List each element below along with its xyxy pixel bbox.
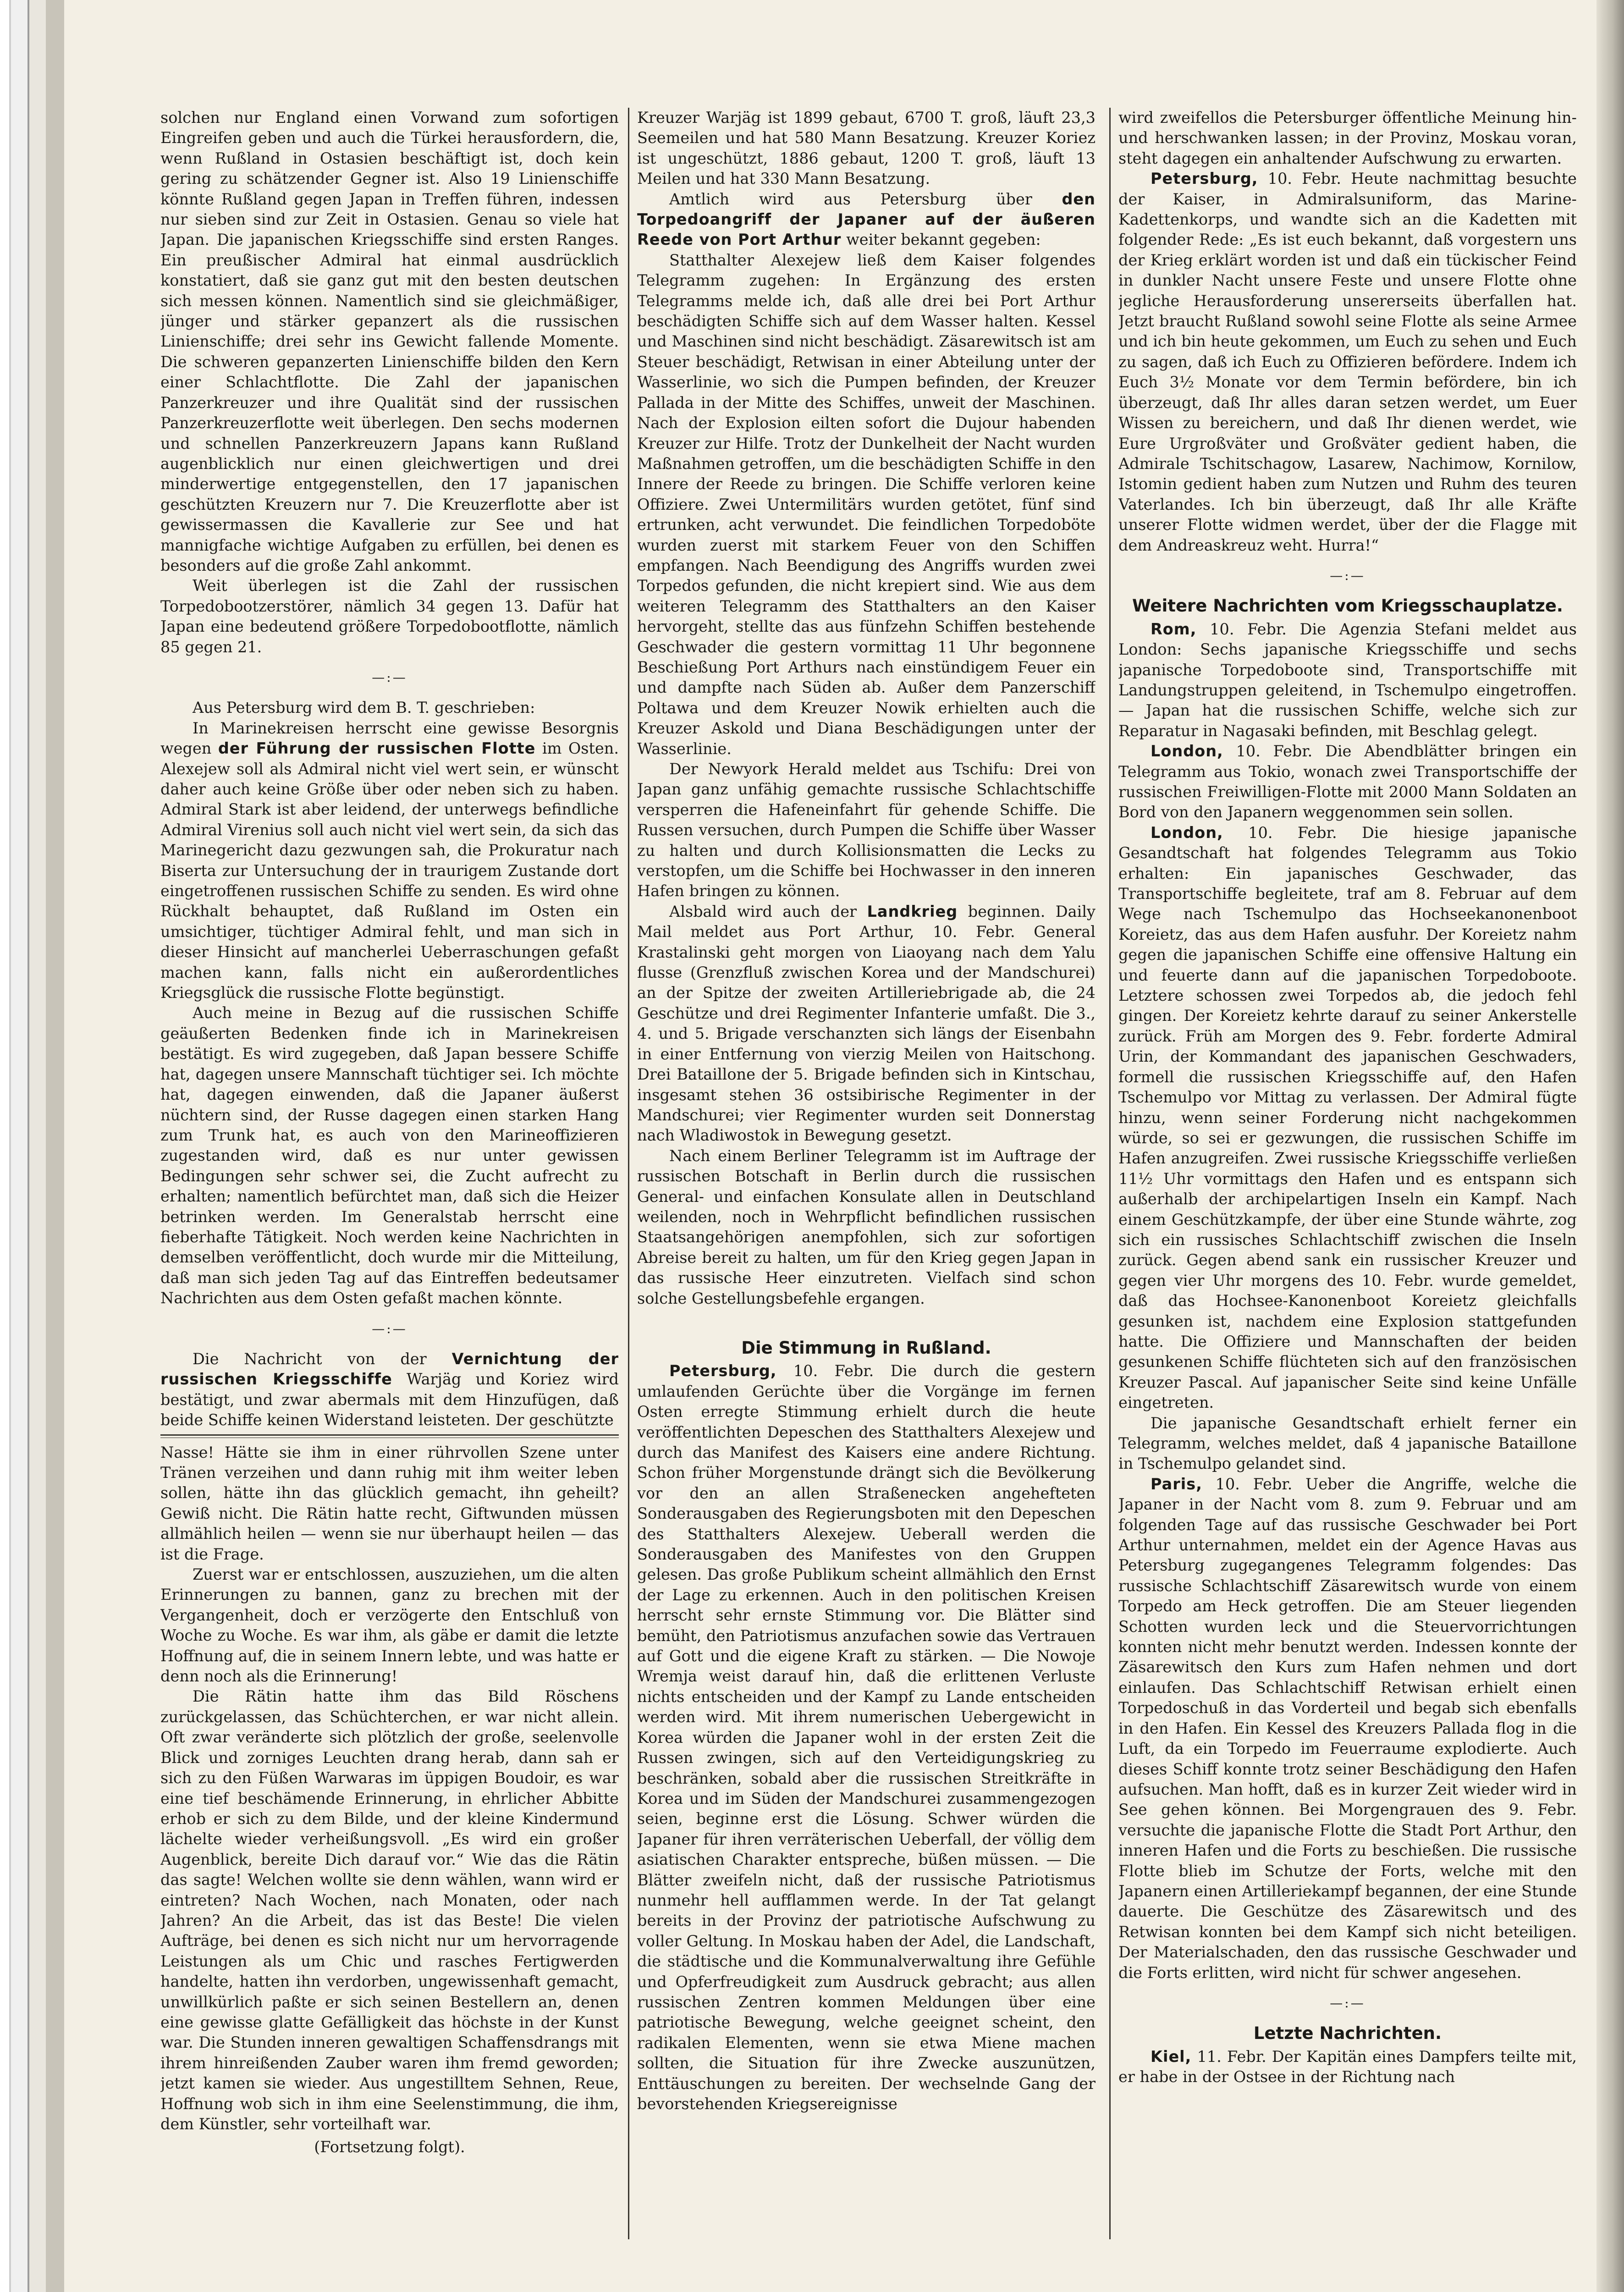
section-divider: —:—: [372, 1321, 407, 1336]
article-paragraph: solchen nur England einen Vorwand zum sofortigen Eingreifen geben und auch die Türkei herausfordern, die, wenn Rußland in Ostasien beschäftigt ist, doch kein gering zu schätzender Gegner ist. Also 19 Linienschiffe könnte Rußland gegen Japan in Treffen führen, indessen nur sieben sind zur Zeit in Ostasien. Genau so viele hat Japan. Die japanischen Kriegsschiffe sind ersten Ranges. Ein preußischer Admiral hat einmal ausdrücklich konstatiert, daß sie ganz gut mit den besten deutschen sich messen können. Namentlich sind sie gleichmäßiger, jünger und stärker gepanzert als die russischen Linienschiffe; drei sehr ins Gewicht fallende Momente. Die schweren gepanzerten Linienschiffe bilden den Kern einer Schlachtflotte. Die Zahl der japanischen Panzerkreuzer und ihre Qualität sind der russischen Panzerkreuzerflotte weit überlegen. Den sechs modernen und schnellen Panzerkreuzern Japans kann Rußland augenblicklich nur einen gleichwertigen und drei minderwertige entgegenstellen, den 17 japanischen geschützten Kreuzern nur 7. Die Kreuzerflotte aber ist gewissermassen die Kavallerie zur See und hat mannigfache wichtige Aufgaben zu erfüllen, bei denen es besonders auf die große Zahl ankommt.: [160, 109, 619, 574]
section-divider: —:—: [1330, 1995, 1365, 2011]
article-paragraph: Aus Petersburg wird dem B. T. geschrieben:: [193, 699, 535, 717]
paragraph-text: 11. Febr. Der Kapitän eines Dampfers teilte mit, er habe in der Ostsee in der Richtung nach: [1118, 2047, 1577, 2086]
column-rule: [628, 108, 629, 2239]
section-heading: Die Stimmung in Rußland.: [741, 1338, 991, 1358]
article-paragraph: Kreuzer Warjäg ist 1899 gebaut, 6700 T. groß, läuft 23,3 Seemeilen und hat 580 Mann Besatzung. Kreuzer Koriez ist ungeschützt, 1886 gebaut, 1200 T. groß, läuft 13 Meilen und hat 330 Mann Besatzung.: [637, 109, 1096, 188]
feuilleton-rule: [160, 1434, 619, 1438]
paragraph-text: 10. Febr. Die durch die gestern umlaufenden Gerüchte über die Vorgänge im fernen Osten erregte Stimmung erhielt durch die heute veröffentlichten Depeschen des Statthalters Alexejew und durch das Manifest des Kaisers eine andere Richtung. Schon früher Morgenstunde drängt sich die Bevölkerung vor den an allen Straßenecken angehefteten Sonderausgaben des Regierungsboten mit den Depeschen des Statthalters Alexejew. Ueberall werden die Sonderausgaben des Manifestes von den Gruppen gelesen. Das große Publikum scheint allmählich den Ernst der Lage zu erkennen. Auch in den politischen Kreisen herrscht sehr ernste Stimmung vor. Die Blätter sind bemüht, den Patriotismus anzufachen sowie das Vertrauen auf Gott und die eigene Kraft zu stärken. — Die Nowoje Wremja weist darauf hin, daß die erlittenen Verluste nichts entscheiden und der Kampf zu Lande entscheiden werden wird. Mit ihrem numerischen Uebergewicht in Korea würden die Japaner wohl in der ersten Zeit die Russen zwingen, sich auf den Verteidigungskrieg zu beschränken, sobald aber die russischen Streitkräfte in Korea und im Süden der Mandschurei zusammengezogen seien, beginne erst die Lösung. Schwer würden die Japaner für ihren verräterischen Ueberfall, der völlig dem asiatischen Charakter entspreche, büßen müssen. — Die Blätter zweifeln nicht, daß der russische Patriotismus nunmehr hell aufflammen werde. In der Tat gelangt bereits in der Provinz der patriotische Aufschwung zu voller Geltung. In Moskau haben der Adel, die Landschaft, die städtische und die Kommunalverwaltung ihre Gefühle und Opferfreudigkeit zum Ausdruck gebracht; aus allen russischen Zentren kommen Meldungen über eine patriotische Bewegung, welche geeignet scheint, den radikalen Elementen, wenn sie etwa Miene machen sollten, die Situation für ihre Zwecke auszunützen, Enttäuschungen zu bereiten. Der wechselnde Gang der bevorstehenden Kriegsereignisse: [637, 1362, 1096, 2113]
dateline: Paris,: [1151, 1475, 1202, 1493]
paragraph-text: 10. Febr. Die Agenzia Stefani meldet aus London: Sechs japanische Kriegsschiffe und sechs japanische Torpedoboote sind, Transportschiffe mit Landungstruppen geleitend, in Tschemulpo eingetroffen. — Japan hat die russischen Schiffe, welche sich zur Reparatur in Nagasaki befinden, mit Beschlag gelegt.: [1118, 620, 1577, 740]
paragraph-text: im Osten. Alexejew soll als Admiral nicht viel wert sein, er wünscht daher auch keine Größe über oder neben sich zu haben. Admiral Stark ist aber leidend, der unterwegs befindliche Admiral Virenius soll auch nicht viel wert sein, da sich das Marinegericht dazu gezwungen sah, die Prokuratur nach Biserta zur Untersuchung der in traurigem Zustande dort eingetroffenen russischen Schiffe zu senden. Es wird ohne Rückhalt behauptet, daß Rußland im Osten ein umsichtiger, tüchtiger Admiral fehlt, und man sich in dieser Hinsicht auf mancherlei Ueberraschungen gefaßt machen kann, falls nicht ein außerordentliches Kriegsglück die russische Flotte begünstigt.: [160, 739, 619, 1002]
feuilleton-paragraph: Zuerst war er entschlossen, auszuziehen, um die alten Erinnerungen zu bannen, ganz zu brechen mit der Vergangenheit, doch er verzögerte den Entschluß von Woche zu Woche. Es war ihm, als gäbe er damit die letzte Hoffnung auf, die in seinem Innern lebte, und was hatte er denn noch als die Erinnerung!: [160, 1565, 619, 1686]
dateline: London,: [1151, 742, 1223, 760]
dateline: Petersburg,: [669, 1362, 777, 1380]
article-paragraph: [1118, 169, 1577, 556]
newspaper-page: [151, 108, 1600, 2281]
inline-heading: Landkrieg: [867, 902, 958, 920]
column-rule: [1109, 108, 1111, 2239]
scan-binding-edge: [0, 0, 64, 2292]
paragraph-text: 10. Febr. Die Abendblätter bringen ein Telegramm aus Tokio, wonach zwei Transportschiffe der russischen Freiwilligen-Flotte mit 2000 Mann Soldaten an Bord von den Japanern weggenommen sein sollen.: [1118, 742, 1577, 821]
article-paragraph: Die japanische Gesandtschaft erhielt ferner ein Telegramm, welches meldet, daß 4 japanische Bataillone in Tschemulpo gelandet sind.: [1118, 1414, 1577, 1473]
dateline: Petersburg,: [1151, 170, 1258, 188]
article-paragraph: [160, 1349, 619, 1431]
article-paragraph: Nach einem Berliner Telegramm ist im Auftrage der russischen Botschaft in Berlin durch die russischen General- und einfachen Konsulate allen in Deutschland weilenden, noch in Wehrpflicht befindlichen russischen Staatsangehörigen anempfohlen, sich zur sofortigen Abreise bereit zu halten, um für den Krieg gegen Japan in das russische Heer einzutreten. Vielfach sind schon solche Gestellungsbefehle ergangen.: [637, 1146, 1096, 1307]
paragraph-text: weiter bekannt gegeben:: [841, 231, 1041, 249]
continuation-note: (Fortsetzung folgt).: [314, 2138, 465, 2156]
paragraph-text: Die Nachricht von der: [193, 1350, 452, 1368]
column-2: [637, 108, 1096, 2262]
article-paragraph: [1118, 2047, 1577, 2088]
article-paragraph: [1118, 741, 1577, 823]
section-divider: —:—: [372, 669, 407, 685]
article-paragraph: [1118, 619, 1577, 741]
article-paragraph: [1118, 823, 1577, 1413]
paragraph-text: Warjäg und Koriez wird bestätigt, und zwar abermals mit dem Hinzufügen, daß beide Schiffe keinen Widerstand leisteten. Der geschützte: [160, 1370, 619, 1429]
section-divider: —:—: [1330, 567, 1365, 583]
paragraph-text: Alsbald wird auch der: [669, 902, 867, 920]
paragraph-text: 10. Febr. Ueber die Angriffe, welche die Japaner in der Nacht vom 8. zum 9. Februar und am folgenden Tage auf das russische Geschwader bei Port Arthur unternahmen, meldet ein der Agence Havas aus Petersburg zugegangenes Telegramm folgendes: Das russische Schlachtschiff Zäsarewitsch wurde von einem Torpedo am Heck getroffen. Die am Steuer liegenden Schotten wurden leck und die Steuervorrichtungen konnten nicht mehr benutzt werden. Indessen konnte der Zäsarewitsch den Kurs zum Hafen nehmen und dort einlaufen. Das Schlachtschiff Retwisan erhielt einen Torpedoschuß in das Vorderteil und begab sich ebenfalls in den Hafen. Ein Kessel des Kreuzers Pallada flog in die Luft, da ein Torpedo im Feuerraume explodierte. Auch dieses Schiff konnte trotz seiner Beschädigung den Hafen aufsuchen. Man hofft, daß es in kurzer Zeit wieder wird in See gehen können. Bei Morgengrauen des 9. Febr. versuchte die japanische Flotte die Stadt Port Arthur, den inneren Hafen und die Forts zu beschießen. Die russische Flotte blieb im Schutze der Forts, welche mit den Japanern einen Artilleriekampf begannen, der eine Stunde dauerte. Die Geschütze des Zäsarewitsch und des Retwisan konnten bei dem Kampf sich nicht beteiligen. Der Materialschaden, den das russische Geschwader und die Forts erlitten, wird nicht für schwer angesehen.: [1118, 1475, 1577, 1982]
inline-heading: Vernichtung der russischen Kriegsschiffe: [160, 1350, 619, 1388]
section-heading: Weitere Nachrichten vom Kriegsschauplatze.: [1132, 596, 1563, 616]
dateline: London,: [1151, 823, 1223, 842]
section-heading: Letzte Nachrichten.: [1253, 2023, 1442, 2044]
column-3: [1118, 108, 1577, 2262]
article-paragraph: [637, 902, 1096, 1146]
article-paragraph: [160, 718, 619, 1003]
article-paragraph: [1118, 1474, 1577, 1983]
article-paragraph: Der Newyork Herald meldet aus Tschifu: Drei von Japan ganz unfähig gemachte russische Schlachtschiffe versperren die Hafeneinfahrt für gehende Schiffe. Die Russen versuchen, durch Pumpen die Schiffe über Wasser zu halten und durch Kollisionsmatten die Lecks zu verstopfen, um die Schiffe bei Hochwasser in den inneren Hafen bringen zu können.: [637, 760, 1096, 900]
dateline: Kiel,: [1151, 2047, 1192, 2066]
article-paragraph: Statthalter Alexejew ließ dem Kaiser folgendes Telegramm zugehen: In Ergänzung des ersten Telegramms melde ich, daß alle drei bei Port Arthur beschädigten Schiffe sich auf dem Wasser halten. Kessel und Maschinen sind nicht beschädigt. Zäsarewitsch ist am Steuer beschädigt, Retwisan in einer Abteilung unter der Wasserlinie, wo sich die Pumpen befinden, der Kreuzer Pallada in der Mitte des Schiffes, unweit der Maschinen. Nach der Explosion eilten sofort die Dujour habenden Kreuzer zur Hilfe. Trotz der Dunkelheit der Nacht wurden Maßnahmen getroffen, um die beschädigten Schiffe in den Innere der Reede zu bringen. Die Schiffe verloren keine Offiziere. Zwei Untermilitärs wurden getötet, fünf sind ertrunken, acht verwundet. Die feindlichen Torpedoböte wurden zuerst mit starkem Feuer von den Schiffen empfangen. Nach Beendigung des Angriffs wurden zwei Torpedos gefunden, die nicht krepiert sind. Wie aus dem weiteren Telegramm des Statthalters an den Kaiser hervorgeht, stellte das aus fünfzehn Schiffen bestehende Geschwader die gestern vormittag 11 Uhr begonnene Beschießung Port Arthurs nach einstündigem Feuer ein und dampfte nach Süden ab. Außer dem Panzerschiff Poltawa und dem Kreuzer Nowik erhielten auch die Kreuzer Askold und Diana Beschädigungen unter der Wasserlinie.: [637, 251, 1096, 758]
dateline: Rom,: [1151, 620, 1197, 638]
article-paragraph: [637, 189, 1096, 250]
article-paragraph: Weit überlegen ist die Zahl der russischen Torpedobootzerstörer, nämlich 34 gegen 13. Dafür hat Japan eine bedeutend größere Torpedobootflotte, nämlich 85 gegen 21.: [160, 577, 619, 656]
scan-page-edge: [1596, 0, 1624, 2292]
column-1: [160, 108, 619, 2262]
paragraph-text: beginnen. Daily Mail meldet aus Port Arthur, 10. Febr. General Krastalinski geht morgen von Liaoyang nach dem Yalu flusse (Grenzfluß zwischen Korea und der Mandschurei) an der Spitze der zweiten Artilleriebrigade ab, die 24 Geschütze und drei Regimenter Infanterie umfaßt. Die 3., 4. und 5. Brigade verschanzten sich längs der Eisenbahn in einer Entfernung von vierzig Meilen von Haitschong. Drei Bataillone der 5. Brigade befinden sich in Kintschau, insgesamt stehen 36 ostsibirische Regimenter in der Mandschurei; vier Regimenter wurden seit Donnerstag nach Wladiwostok in Bewegung gesetzt.: [637, 902, 1096, 1145]
feuilleton-paragraph: Nasse! Hätte sie ihm in einer rührvollen Szene unter Tränen verzeihen und dann ruhig mit ihm weiter leben sollen, hätte ihn das glücklich gemacht, ihn geheilt? Gewiß nicht. Die Rätin hatte recht, Giftwunden müssen allmählich heilen — wenn sie nur überhaupt heilen — das ist die Frage.: [160, 1443, 619, 1563]
inline-heading: der Führung der russischen Flotte: [218, 739, 536, 758]
paragraph-text: 10. Febr. Heute nachmittag besuchte der Kaiser, in Admiralsuniform, das Marine-Kadettenkorps, und wandte sich an die Kadetten mit folgender Rede: „Es ist euch bekannt, daß vorgestern uns der Krieg erklärt worden ist und daß ein tückischer Feind in dunkler Nacht unsere Feste und unsere Flotte ohne jegliche Herausforderung unsererseits überfallen hat. Jetzt braucht Rußland sowohl seine Flotte als seine Armee und ich bin heute gekommen, um Euch zu sehen und Euch zu sagen, daß ich Euch zu Offizieren befördere. Indem ich Euch 3½ Monate vor dem Termin befördere, bin ich überzeugt, daß Ihr alles daran setzen werdet, um Euer Wissen zu bereichern, und daß Ihr dienen werdet, wie Eure Urgroßväter und Großväter gedient haben, die Admirale Tschitschagow, Lasarew, Nachimow, Kornilow, Istomin gedient haben zum Nutzen und Ruhm des teuren Vaterlandes. Ich bin überzeugt, daß Ihr alle Kräfte unserer Flotte widmen werdet, über der die Flagge mit dem Andreaskreuz weht. Hurra!“: [1118, 170, 1577, 554]
paragraph-text: Amtlich wird aus Petersburg über: [669, 190, 1062, 208]
paragraph-text: 10. Febr. Die hiesige japanische Gesandtschaft hat folgendes Telegramm aus Tokio erhalten: Ein japanisches Geschwader, das Transportschiffe begleitete, traf am 8. Februar auf dem Wege nach Tschemulpo das Hochseekanonenboot Koreietz, das aus dem Hafen ausfuhr. Der Koreietz nahm gegen die japanischen Schiffe eine offensive Haltung ein und feuerte dann auf die japanischen Torpedoboote. Letztere schossen zwei Torpedos ab, die jedoch fehl gingen. Der Koreietz kehrte darauf zu seiner Ankerstelle zurück. Früh am Morgen des 9. Febr. forderte Admiral Urin, der Kommandant des japanischen Geschwaders, formell die russischen Kriegsschiffe auf, den Hafen Tschemulpo vor Mittag zu verlassen. Der Admiral fügte hinzu, wenn seiner Forderung nicht nachgekommen würde, so sei er gezwungen, die russischen Schiffe im Hafen anzugreifen. Zwei russische Kriegsschiffe verließen 11½ Uhr vormittags den Hafen und es entspann sich außerhalb der archipelartigen Inseln ein Kampf. Nach einem Geschützkampfe, der über eine Stunde währte, zog sich ein russisches Schlachtschiff zwischen die Inseln zurück. Gegen abend sank ein russischer Kreuzer und gegen vier Uhr morgens des 10. Febr. wurde gemeldet, daß das Hochsee-Kanonenboot Koreietz gleichfalls gesunken ist, nachdem eine Explosion stattgefunden hatte. Die Offiziere und Mannschaften der beiden gesunkenen Schiffe flüchteten sich auf den französischen Kreuzer Pascal. Auf japanischer Seite sind keine Unfälle eingetreten.: [1118, 823, 1577, 1412]
feuilleton-paragraph: Die Rätin hatte ihm das Bild Röschens zurückgelassen, das Schüchterchen, er war nicht allein. Oft zwar veränderte sich plötzlich der große, seelenvolle Blick und zorniges Leuchten drang herab, dann sah er sich zu den Füßen Warwaras im üppigen Boudoir, es war eine tief beschämende Erinnerung, in ehrlicher Abbitte erhob er sich zu dem Bilde, und der kleine Kindermund lächelte wieder verheißungsvoll. „Es wird ein großer Augenblick, bereite Dich darauf vor.“ Wie das die Rätin das sagte! Welchen wollte sie denn wählen, wann wird er eintreten? Nach Wochen, nach Monaten, oder nach Jahren? An die Arbeit, das ist das Beste! Die vielen Aufträge, bei denen es sich nicht nur um hervorragende Leistungen als um Chic und rasches Fertigwerden handelte, hatten ihn verdorben, ungewissenhaft gemacht, unwillkürlich paßte er sich seinen Bestellern an, denen eine gewisse glatte Gefälligkeit das höchste in der Kunst war. Die Stunden inneren gewaltigen Schaffensdrangs mit ihrem hinreißenden Zauber waren ihm fremd geworden; jetzt kamen sie wieder. Aus ungestilltem Sehnen, Reue, Hoffnung wob sich in ihm eine Seelenstimmung, die ihm, dem Künstler, sehr vorteilhaft war.: [160, 1687, 619, 2133]
paragraph-text: In Marinekreisen herrscht eine gewisse Besorgnis wegen: [160, 719, 619, 758]
article-paragraph: wird zweifellos die Petersburger öffentliche Meinung hin- und herschwanken lassen; in der Provinz, Moskau voran, steht dagegen ein anhaltender Aufschwung zu erwarten.: [1118, 109, 1577, 167]
inline-heading: den Torpedoangriff der Japaner auf der äußeren Reede von Port Arthur: [637, 190, 1096, 249]
article-paragraph: Auch meine in Bezug auf die russischen Schiffe geäußerten Bedenken finde ich in Marinekreisen bestätigt. Es wird zugegeben, daß Japan bessere Schiffe hat, dagegen unsere Mannschaft tüchtiger sei. Ich möchte hat, dagegen einwenden, daß die Japaner äußerst nüchtern sind, der Russe dagegen einen starken Hang zum Trunk hat, es auch von den Marineoffizieren zugestanden wird, daß es nur unter gewissen Bedingungen sehr schwer sei, die Zucht aufrecht zu erhalten; namentlich befürchtet man, daß sich die Heizer betrinken werden. Im Generalstab herrscht eine fieberhafte Tätigkeit. Noch werden keine Nachrichten in demselben veröffentlicht, doch wurde mir die Mitteilung, daß man sich jeden Tag auf das Eintreffen bedeutsamer Nachrichten aus dem Osten gefaßt machen könnte.: [160, 1004, 619, 1307]
article-paragraph: [637, 1361, 1096, 2114]
